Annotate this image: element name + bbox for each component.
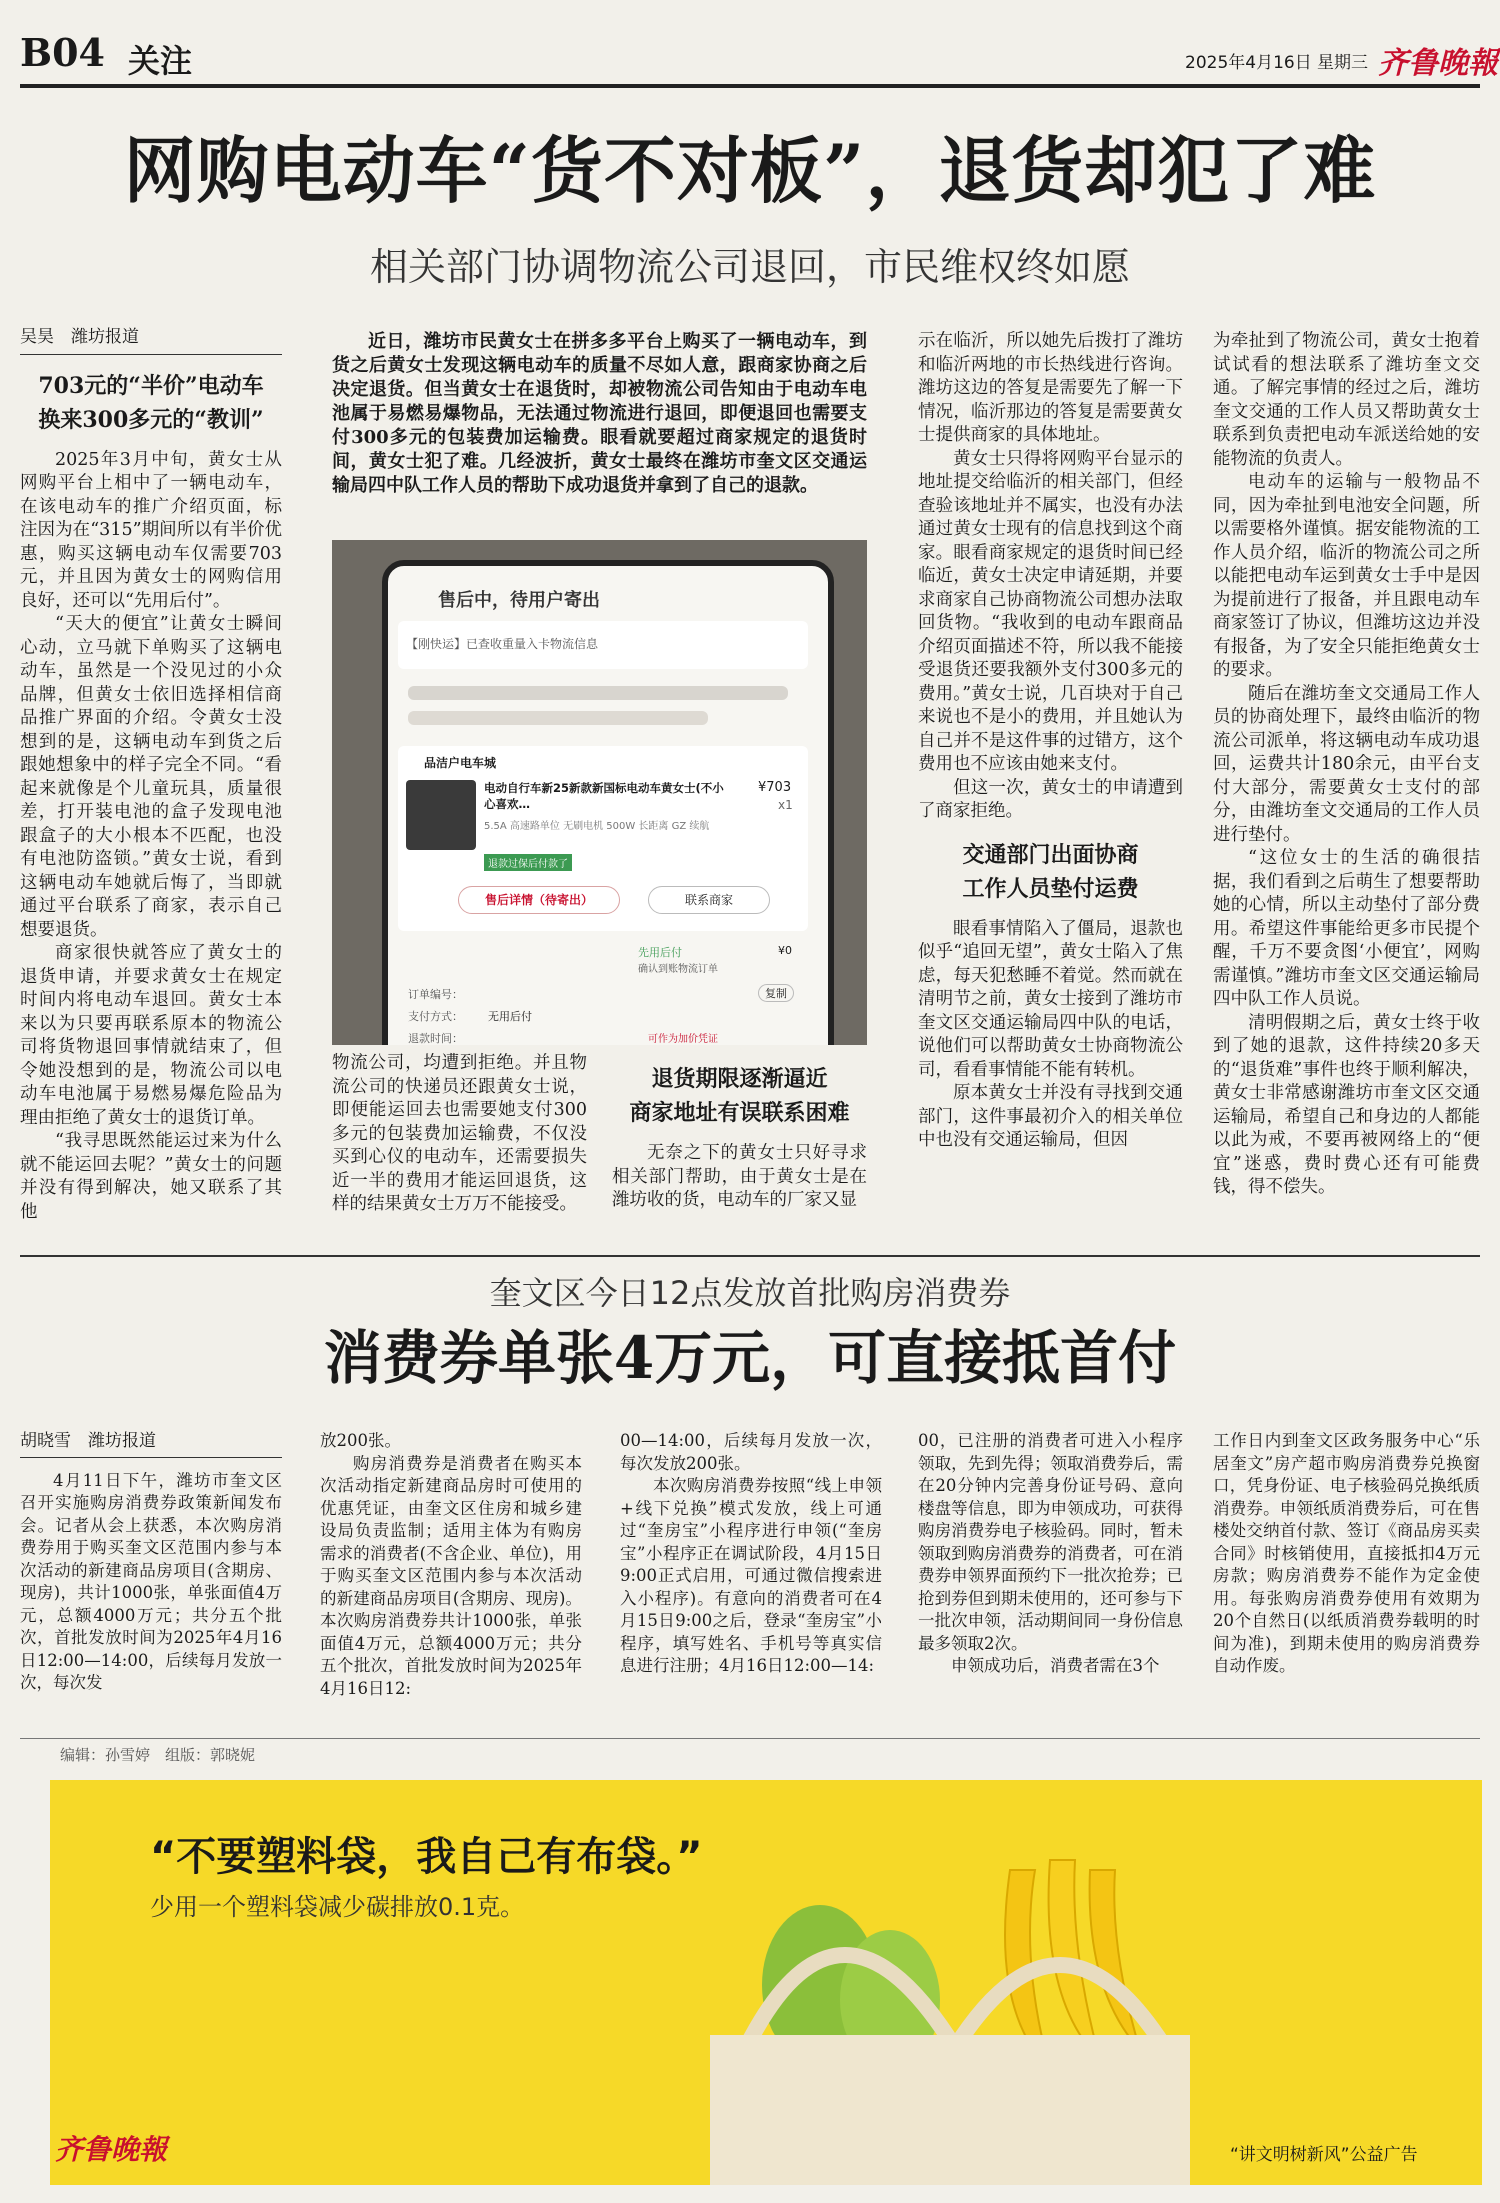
- paragraph: “我寻思既然能运过来为什么就不能运回去呢？”黄女士的问题并没有得到解决，她又联系了其他: [20, 1131, 282, 1222]
- paragraph: 2025年3月中旬，黄女士从网购平台上相中了一辆电动车，在该电动车的推广介绍页面，标注因为在“315”期间所以有半价优惠，购买这辆电动车仅需要703元，并且因为黄女士的网购信用良好，还可以“先用后付”。: [20, 449, 282, 611]
- ad-brand-logo: 齐鲁晚報: [55, 2133, 168, 2166]
- subhead-1: 703元的“半价”电动车 换来300多元的“教训”: [38, 372, 264, 433]
- article1-col4: [918, 330, 1183, 1153]
- pay-method-label: 支付方式：: [408, 1010, 463, 1023]
- blur-line: [408, 711, 708, 725]
- ad-campaign: “讲文明树新风”公益广告: [1230, 2145, 1418, 2165]
- product-title: 电动自行车新25新款新国标电动车黄女士(不小心喜欢…: [484, 781, 724, 811]
- paragraph: 随后在潍坊奎文交通局工作人员的协商处理下，最终由临沂的物流公司派单，将这辆电动车成功退回，运费共计180余元，由平台支付大部分，需要黄女士支付的部分，由潍坊奎文交通局的工作人员进行垫付。: [1213, 683, 1480, 845]
- article2-col5: [1213, 1430, 1480, 1678]
- cloth-bag: [710, 2035, 1190, 2185]
- copy-button[interactable]: 复制: [758, 984, 794, 1002]
- confirm-text: 确认到账物流订单: [638, 964, 718, 975]
- article1-col2: [332, 1052, 587, 1217]
- blur-line: [408, 686, 788, 700]
- paper-logo: 齐鲁晚報: [1378, 46, 1498, 81]
- refund-note: 可作为加价凭证: [648, 1034, 718, 1045]
- paragraph: 放200张。: [320, 1431, 401, 1450]
- article1-lead: [332, 330, 867, 498]
- section-label: 关注: [128, 42, 193, 80]
- phone-screen: [382, 560, 834, 1045]
- paragraph: 物流公司，均遭到拒绝。并且物流公司的快递员还跟黄女士说，即便能运回去也需要她支付300多元的包装费加运输费，不仅没买到心仪的电动车，还需要损失近一半的费用才能运回退货，这样的结果黄女士万万不能接受。: [332, 1053, 587, 1214]
- paragraph: 黄女士只得将网购平台显示的地址提交给临沂的相关部门，但经查验该地址并不属实，也没有办法通过黄女士现有的信息找到这个商家。眼看商家规定的退货时间已经临近，黄女士决定申请延期，并要求商家自己协商物流公司想办法取回货物。“我收到的电动车跟商品介绍页面描述不符，所以我不能接受退货还要我额外支付300多元的费用。”黄女士说，几百块对于自己来说也不是小的费用，并且她认为自己并不是这件事的过错方，这个费用也不应该由她来支付。: [918, 448, 1183, 774]
- paragraph: 本次购房消费券按照“线上申领+线下兑换”模式发放，线上可通过“奎房宝”小程序进行申领(“奎房宝”小程序正在调试阶段，4月15日9:00正式启用，可通过微信搜索进入小程序)。有意向的消费者可在4月15日9:00之后，登录“奎房宝”小程序，填写姓名、手机号等真实信息进行注册；4月16日12:00—14:: [620, 1476, 882, 1675]
- footer-rule: [20, 1738, 1480, 1739]
- paragraph: 工作日内到奎文区政务服务中心“乐居奎文”房产超市购房消费券兑换窗口，凭身份证、电子核验码兑换纸质消费券。申领纸质消费券后，可在售楼处交纳首付款、签订《商品房买卖合同》时核销使用，直接抵扣4万元房款；购房消费券不能作为定金使用。每张购房消费券使用有效期为20个自然日(以纸质消费券载明的时间为准)，到期未使用的购房消费券自动作废。: [1213, 1431, 1480, 1675]
- article-divider: [20, 1255, 1480, 1257]
- byline: 吴昊 潍坊报道: [20, 326, 282, 355]
- shop-name: 品洁户电车城: [424, 756, 497, 770]
- article2-col4: [918, 1430, 1183, 1678]
- screen-status: 售后中，待用户寄出: [438, 590, 600, 611]
- article2-col2: [320, 1430, 582, 1700]
- article1-col1: [20, 326, 282, 1224]
- paragraph: 原本黄女士并没有寻找到交通部门，这件事最初介入的相关单位中也没有交通运输局，但因: [918, 1083, 1183, 1150]
- banana-icon: [1090, 1870, 1140, 2050]
- paragraph: 但这一次，黄女士的申请遭到了商家拒绝。: [918, 777, 1183, 821]
- tote-bag-illustration: [690, 1810, 1210, 2185]
- lead-paragraph: 近日，潍坊市民黄女士在拼多多平台上购买了一辆电动车，到货之后黄女士发现这辆电动车的质量不尽如人意，跟商家协商之后决定退货。但当黄女士在退货时，却被物流公司告知由于电动车电池属于易燃易爆物品，无法通过物流进行退回，即便退回也需要支付300多元的包装费加运输费。眼看就要超过商家规定的退货时间，黄女士犯了难。几经波折，黄女士最终在潍坊市奎文区交通运输局四中队工作人员的帮助下成功退货并拿到了自己的退款。: [332, 331, 867, 496]
- pay-later-value: ¥0: [778, 944, 792, 957]
- public-service-ad: [50, 1780, 1482, 2185]
- paragraph: 示在临沂，所以她先后拨打了潍坊和临沂两地的市长热线进行咨询。潍坊这边的答复是需要先了解一下情况，临沂那边的答复是需要黄女士提供商家的具体地址。: [918, 331, 1183, 445]
- editor-credit: 编辑：孙雪婷 组版：郭晓妮: [60, 1746, 256, 1764]
- issue-weekday: 星期三: [1317, 53, 1368, 73]
- product-card: [398, 746, 808, 931]
- page-code: B04: [20, 30, 105, 75]
- paragraph: 购房消费券是消费者在购买本次活动指定新建商品房时可使用的优惠凭证，由奎文区住房和城乡建设局负责监制；适用主体为有购房需求的消费者(不含企业、单位)，用于购买奎文区范围内参与本次活动的新建商品房项目(含期房、现房)。本次购房消费券共计1000张，单张面值4万元，总额4000万元；共分五个批次，首批发放时间为2025年4月16日12:: [320, 1453, 582, 1698]
- pay-method-value: 无用后付: [488, 1010, 532, 1023]
- subhead-3: 交通部门出面协商 工作人员垫付运费: [962, 841, 1139, 902]
- ad-subslogan: 少用一个塑料袋减少碳排放0.1克。: [150, 1893, 525, 1921]
- paragraph: 为牵扯到了物流公司，黄女士抱着试试看的想法联系了潍坊奎文交通。了解完事情的经过之后，潍坊奎文交通的工作人员又帮助黄女士联系到负责把电动车派送给她的安能物流的负责人。: [1213, 331, 1480, 469]
- paragraph: 清明假期之后，黄女士终于收到了她的退款，这件持续20多天的“退货难”事件也终于顺利解决，黄女士非常感谢潍坊市奎文区交通运输局，希望自己和身边的人都能以此为戒，不要再被网络上的“便宜”迷惑，费时费心还有可能费钱，得不偿失。: [1213, 1012, 1480, 1197]
- after-sales-button[interactable]: 售后详情（待寄出）: [458, 886, 620, 914]
- notice-box: [398, 621, 808, 669]
- article1-col3: [612, 1052, 867, 1213]
- article1-col5: [1213, 330, 1480, 1200]
- article2-byline: 胡晓雪 潍坊报道: [20, 1430, 282, 1458]
- contact-seller-button[interactable]: 联系商家: [648, 886, 770, 914]
- notice-text: 【刚快运】已查收重量入卡物流信息: [406, 637, 599, 651]
- subheadline: 相关部门协调物流公司退回，市民维权终如愿: [369, 245, 1130, 289]
- paragraph: 商家很快就答应了黄女士的退货申请，并要求黄女士在规定时间内将电动车退回。黄女士本来以为只要再联系原本的物流公司将货物退回事情就结束了，但令她没想到的是，物流公司以电动车电池属于易燃易爆危险品为理由拒绝了黄女士的退货订单。: [20, 943, 282, 1128]
- order-no-label: 订单编号：: [408, 988, 463, 1001]
- ad-slogan: “不要塑料袋，我自己有布袋。”: [150, 1834, 703, 1880]
- issue-date: 2025年4月16日: [1185, 53, 1312, 73]
- paragraph: 4月11日下午，潍坊市奎文区召开实施购房消费券政策新闻发布会。记者从会上获悉，本次购房消费券用于购买奎文区范围内参与本次活动的新建商品房项目(含期房、现房)，共计1000张，单张面值4万元，总额4000万元；共分五个批次，首批发放时间为2025年4月16日12:00—14:00，后续每月发放一次，每次发: [20, 1470, 282, 1692]
- paragraph: 眼看事情陷入了僵局，退款也似乎“追回无望”，黄女士陷入了焦虑，每天犯愁睡不着觉。然而就在清明节之前，黄女士接到了潍坊市奎文区交通运输局四中队的电话，说他们可以帮助黄女士协商物流公司，看看事情能不能有转机。: [918, 918, 1183, 1080]
- refund-tag: 退款过保后付款了: [484, 854, 572, 871]
- product-qty: x1: [778, 798, 793, 812]
- headline: 网购电动车“货不对板”，退货却犯了难: [123, 128, 1377, 213]
- paragraph: 00，已注册的消费者可进入小程序领取，先到先得；领取消费券后，需在20分钟内完善身份证号码、意向楼盘等信息，即为申领成功，可获得购房消费券电子核验码。同时，暂未领取到购房消费券的消费者，可在消费券申领界面预约下一批次抢券；已抢到券但到期未使用的，还可参与下一批次申领，活动期间同一身份信息最多领取2次。: [918, 1431, 1183, 1653]
- paragraph: 00—14:00，后续每月发放一次，每次发放200张。: [620, 1431, 882, 1473]
- subhead-2: 退货期限逐渐逼近 商家地址有误联系困难: [629, 1066, 850, 1126]
- header-rule: [20, 84, 1480, 88]
- product-thumb: [406, 780, 476, 850]
- paragraph: “这位女士的生活的确很拮据，我们看到之后萌生了想要帮助她的心情，所以主动垫付了部分费用。希望这件事能给更多市民提个醒，千万不要贪图‘小便宜’，网购需谨慎。”潍坊市奎文区交通运输局四中队工作人员说。: [1213, 848, 1480, 1009]
- paragraph: “天大的便宜”让黄女士瞬间心动，立马就下单购买了这辆电动车，虽然是一个没见过的小众品牌，但黄女士依旧选择相信商品推广界面的介绍。令黄女士没想到的是，这辆电动车到货之后跟她想象中的样子完全不同。“看起来就像是个儿童玩具，质量很差，打开装电池的盒子发现电池跟盒子的大小根本不匹配，也没有电池防盗锁。”黄女士说，看到这辆电动车她就后悔了，当即就通过平台联系了商家，表示自己想要退货。: [20, 614, 282, 940]
- article2-headline: 消费券单张4万元，可直接抵首付: [323, 1324, 1177, 1392]
- article2-kicker: 奎文区今日12点发放首批购房消费券: [489, 1274, 1011, 1312]
- article2-col3: [620, 1430, 882, 1678]
- paragraph: 申领成功后，消费者需在3个: [951, 1656, 1160, 1675]
- paragraph: 无奈之下的黄女士只好寻求相关部门帮助，由于黄女士是在潍坊收的货，电动车的厂家又显: [612, 1143, 867, 1210]
- phone-photo: [332, 540, 867, 1045]
- article2-col1: [20, 1430, 282, 1695]
- refund-time-label: 退款时间：: [408, 1032, 463, 1045]
- product-price: ¥703: [758, 780, 792, 795]
- paragraph: 电动车的运输与一般物品不同，因为牵扯到电池安全问题，所以需要格外谨慎。据安能物流的工作人员介绍，临沂的物流公司之所以能把电动车运到黄女士手中是因为提前进行了报备，并且跟电动车商家签订了协议，但潍坊这边并没有报备，为了安全只能拒绝黄女士的要求。: [1213, 472, 1480, 680]
- product-spec: 5.5A 高速路单位 无刷电机 500W 长距离 GZ 续航: [484, 821, 710, 832]
- pay-later-label: 先用后付: [638, 946, 682, 959]
